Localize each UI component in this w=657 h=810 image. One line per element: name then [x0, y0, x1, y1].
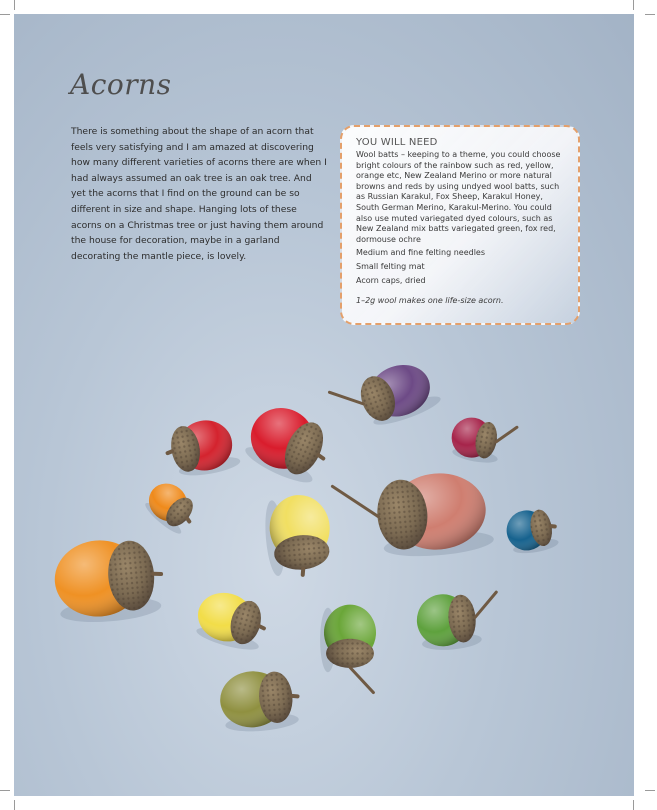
- acorn-pink-large: [332, 469, 495, 564]
- materials-box: [340, 125, 580, 325]
- acorns-photo: [14, 334, 634, 796]
- book-page: [14, 14, 634, 796]
- materials-item: Wool batts – keeping to a theme, you could choose bright colours of the rainbow such as red, yellow, orange etc, New Zealand Merino or more natural browns and reds by using undyed wool batts, such as Russian Karakul, Fox Sheep, Karakul Honey, South German Merino, Karakul-Merino. You could also use muted variegated dyed colours, such as New Zealand mix batts variegated green, fox red, dormouse ochre: [356, 150, 561, 244]
- acorn-stem: [292, 695, 298, 696]
- acorn-teal: [503, 506, 559, 557]
- crop-mark: [14, 0, 15, 10]
- materials-heading: YOU WILL NEED: [356, 137, 438, 148]
- acorn-yellow-small: [192, 587, 271, 654]
- acorn-olive: [218, 667, 300, 734]
- acorn-stem: [496, 424, 517, 445]
- crop-mark: [0, 14, 10, 15]
- crop-mark: [645, 14, 655, 15]
- acorn-green-center: [320, 605, 376, 693]
- acorn-stem: [551, 525, 555, 527]
- crop-mark: [633, 800, 634, 810]
- acorn-stem: [259, 626, 264, 628]
- acorn-magenta: [448, 414, 517, 467]
- materials-item: Medium and fine felting needles: [356, 248, 486, 258]
- acorn-cap-texture: [326, 639, 374, 668]
- materials-item: Small felting mat: [356, 261, 425, 271]
- crop-mark: [14, 800, 15, 810]
- acorn-stem: [473, 592, 498, 617]
- page-title: Acorns: [70, 68, 172, 101]
- acorn-stem: [187, 518, 190, 521]
- acorn-orange-large: [52, 535, 165, 626]
- acorn-yellow-center: [262, 493, 333, 578]
- acorn-red-left: [163, 415, 241, 480]
- crop-mark: [645, 790, 655, 791]
- acorn-stem: [318, 455, 324, 458]
- crop-mark: [0, 790, 10, 791]
- acorn-stem: [167, 451, 172, 453]
- acorn-red-center: [239, 398, 336, 489]
- materials-item: Acorn caps, dried: [356, 275, 426, 285]
- acorn-stem: [350, 667, 373, 692]
- acorn-stem: [302, 569, 304, 575]
- acorn-green-right: [415, 590, 501, 653]
- acorn-stem: [153, 573, 161, 575]
- acorn-stem: [329, 383, 363, 414]
- intro-paragraph: There is something about the shape of an acorn that feels very satisfying and I am amazed at discovering how many different varieties of acorns there are when I had always assumed an oak tree is an oak tree. And yet the acorns that I find on the ground can be so different in size and shape. Hanging lots of these acorns on a Christmas tree or just having them around the house for decoration, maybe in a garland decorating the mantle piece, is lovely.: [71, 126, 327, 262]
- acorn-purple: [329, 355, 443, 440]
- materials-note: 1–2g wool makes one life-size acorn.: [356, 296, 504, 306]
- crop-mark: [633, 0, 634, 10]
- acorn-orange-small: [140, 476, 203, 537]
- acorn-stem: [332, 483, 378, 521]
